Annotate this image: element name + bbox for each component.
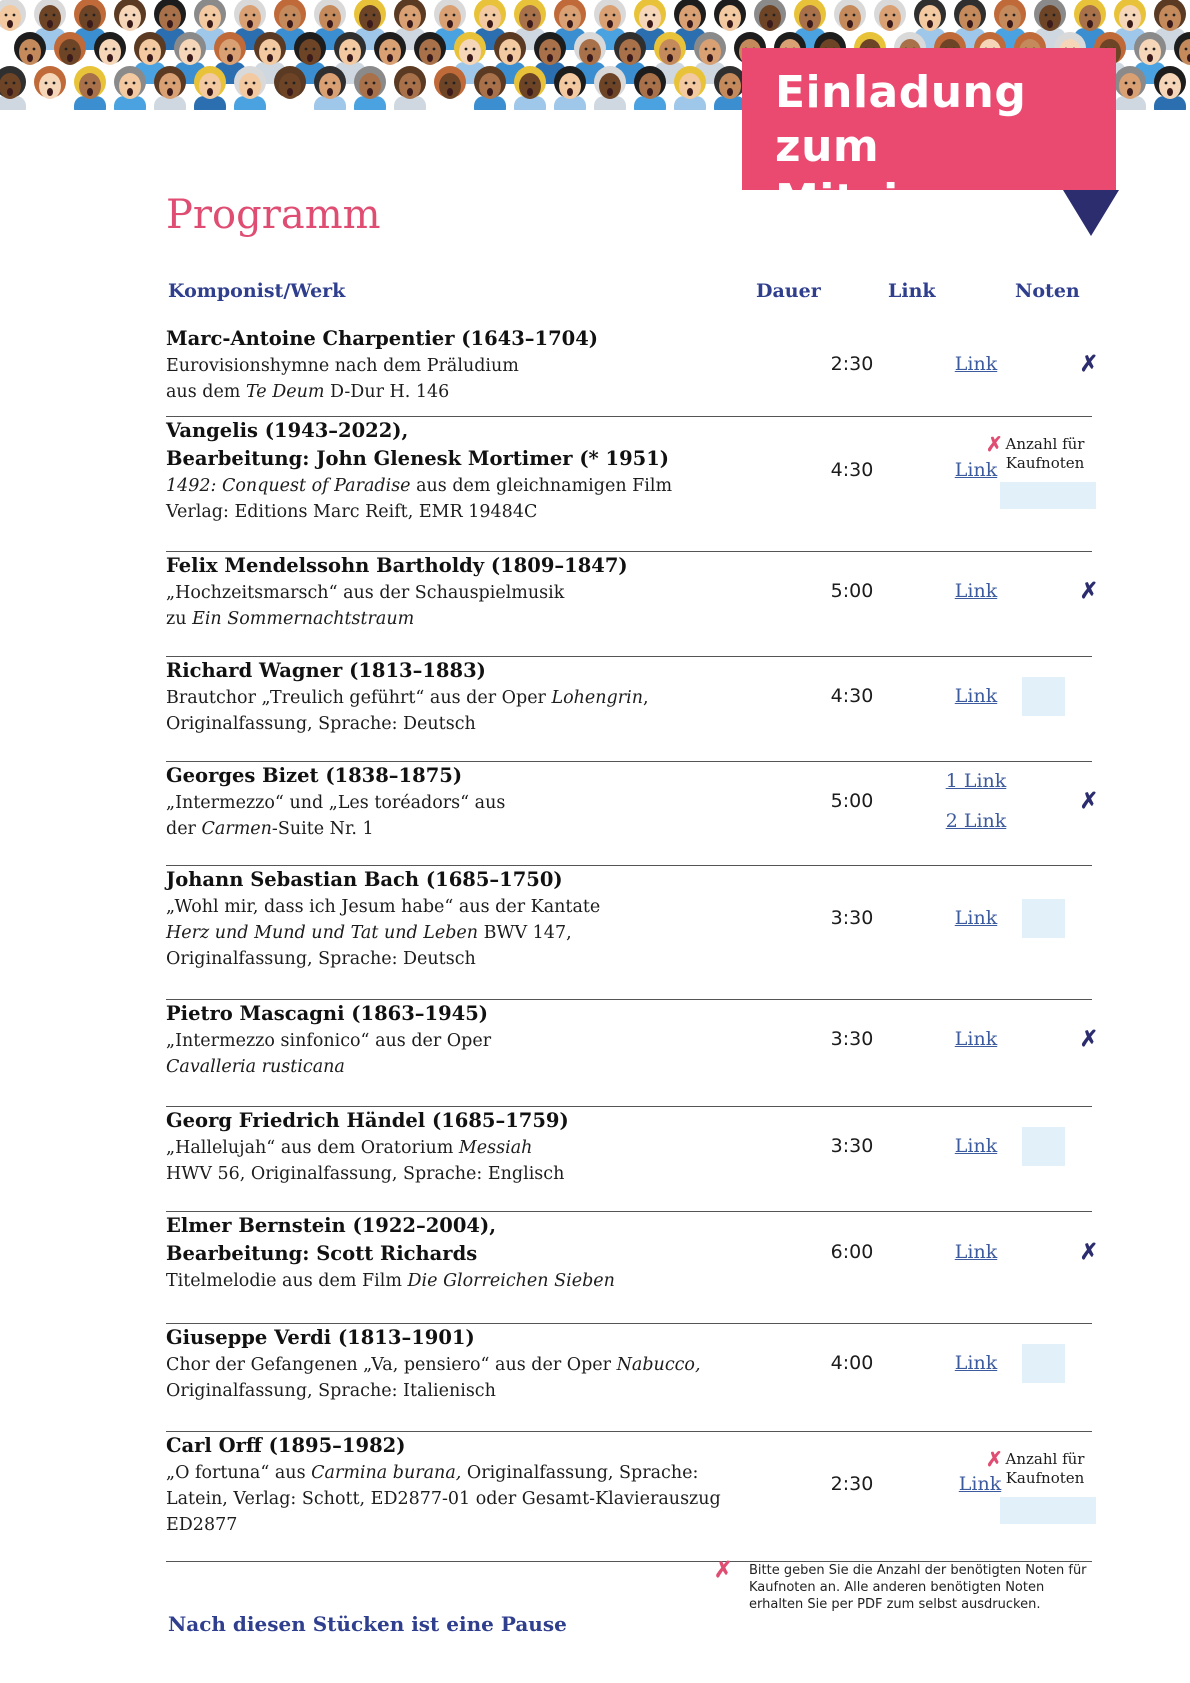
composer-name: Johann Sebastian Bach (1685–1750) — [166, 868, 563, 891]
badge-line-2: zum Mitsingen — [775, 121, 1025, 226]
composer-name: Giuseppe Verdi (1813–1901) — [166, 1326, 475, 1349]
table-row — [166, 1000, 1099, 1107]
table-row — [166, 325, 1099, 417]
work-description: Originalfassung, Sprache: Italienisch — [166, 1381, 496, 1401]
work-description: Eurovisionshymne nach dem Präludium — [166, 356, 519, 376]
work-description: „Wohl mir, dass ich Jesum habe“ aus der Kantate — [166, 897, 601, 917]
work-description: ED2877 — [166, 1515, 238, 1535]
table-row — [166, 1212, 1099, 1324]
composer-name: Carl Orff (1895–1982) — [166, 1434, 406, 1457]
duration-value: 3:30 — [830, 907, 874, 929]
invitation-badge — [742, 48, 1116, 226]
audio-link[interactable]: Link — [954, 580, 998, 602]
work-description: „Intermezzo“ und „Les toréadors“ aus — [166, 793, 506, 813]
notes-checkbox[interactable] — [1022, 899, 1065, 938]
duration-value: 4:00 — [830, 1352, 874, 1374]
composer-name: Georges Bizet (1838–1875) — [166, 764, 463, 787]
duration-value: 5:00 — [830, 580, 874, 602]
work-description: Originalfassung, Sprache: Deutsch — [166, 949, 476, 969]
notes-checkbox[interactable] — [1022, 1344, 1065, 1383]
pause-note: Nach diesen Stücken ist eine Pause — [168, 1612, 567, 1636]
audio-link[interactable]: Link — [954, 353, 998, 375]
work-description: Verlag: Editions Marc Reift, EMR 19484C — [166, 502, 538, 522]
work-description: der Carmen-Suite Nr. 1 — [166, 819, 374, 839]
work-description: aus dem Te Deum D-Dur H. 146 — [166, 382, 450, 402]
work-description: Latein, Verlag: Schott, ED2877-01 oder Gesamt-Klavierauszug — [166, 1489, 721, 1509]
pdf-notes-cross-icon: ✗ — [1079, 788, 1099, 814]
composer-name: Pietro Mascagni (1863–1945) — [166, 1002, 489, 1025]
composer-name: Richard Wagner (1813–1883) — [166, 659, 486, 682]
table-row — [166, 657, 1092, 762]
pdf-notes-cross-icon: ✗ — [1079, 1026, 1099, 1052]
audio-link[interactable]: Link — [954, 1135, 998, 1157]
composer-name: Felix Mendelssohn Bartholdy (1809–1847) — [166, 554, 628, 577]
composer-name: Elmer Bernstein (1922–2004), Bearbeitung: Scott Richards — [166, 1214, 497, 1265]
audio-link[interactable]: Link — [954, 1352, 998, 1374]
audio-link[interactable]: Link — [954, 907, 998, 929]
table-row — [166, 1107, 1092, 1212]
work-description: Cavalleria rusticana — [166, 1057, 345, 1077]
work-description: „Intermezzo sinfonico“ aus der Oper — [166, 1031, 492, 1051]
table-row — [166, 1432, 1092, 1562]
work-description: Chor der Gefangenen „Va, pensiero“ aus der Oper Nabucco, — [166, 1355, 701, 1375]
work-description: Titelmelodie aus dem Film Die Glorreichen Sieben — [166, 1271, 615, 1291]
kaufnoten-star-icon: ✗ — [986, 432, 1003, 456]
work-description: Originalfassung, Sprache: Deutsch — [166, 714, 476, 734]
audio-link[interactable]: Link — [954, 459, 998, 481]
table-row — [166, 417, 1092, 552]
kaufnoten-label: Anzahl für Kaufnoten — [1005, 1450, 1085, 1487]
composer-name: Marc-Antoine Charpentier (1643–1704) — [166, 327, 599, 350]
audio-link[interactable]: Link — [954, 1241, 998, 1263]
work-description: HWV 56, Originalfassung, Sprache: Englisch — [166, 1164, 565, 1184]
page-title: Programm — [166, 192, 381, 238]
audio-link-1[interactable]: 1 Link — [945, 770, 1007, 792]
work-description: 1492: Conquest of Paradise aus dem gleichnamigen Film — [166, 476, 673, 496]
duration-value: 4:30 — [830, 459, 874, 481]
table-row — [166, 866, 1092, 1000]
pdf-notes-cross-icon: ✗ — [1079, 578, 1099, 604]
audio-link[interactable]: Link — [958, 1473, 1002, 1495]
duration-value: 2:30 — [830, 353, 874, 375]
duration-value: 2:30 — [830, 1473, 874, 1495]
column-header-work: Komponist/Werk — [168, 280, 346, 302]
kaufnoten-field-group — [982, 432, 1096, 509]
table-row — [166, 1324, 1092, 1432]
column-header-link: Link — [888, 280, 936, 302]
badge-line-1: Einladung — [775, 67, 1027, 118]
footnote-star-icon: ✗ — [714, 1557, 733, 1583]
duration-value: 6:00 — [830, 1241, 874, 1263]
duration-value: 3:30 — [830, 1028, 874, 1050]
audio-link[interactable]: Link — [954, 685, 998, 707]
kaufnoten-star-icon: ✗ — [986, 1447, 1003, 1471]
kaufnoten-quantity-input[interactable] — [1000, 1497, 1096, 1524]
column-header-duration: Dauer — [756, 280, 821, 302]
work-description: „O fortuna“ aus Carmina burana, Originalfassung, Sprache: — [166, 1463, 699, 1483]
notes-checkbox[interactable] — [1022, 677, 1065, 716]
work-description: „Hochzeitsmarsch“ aus der Schauspielmusik — [166, 583, 565, 603]
notes-checkbox[interactable] — [1022, 1127, 1065, 1166]
duration-value: 5:00 — [830, 790, 874, 812]
audio-link-2[interactable]: 2 Link — [945, 810, 1007, 832]
work-description: „Hallelujah“ aus dem Oratorium Messiah — [166, 1138, 533, 1158]
work-description: Brautchor „Treulich geführt“ aus der Oper Lohengrin, — [166, 688, 649, 708]
column-header-notes: Noten — [1015, 280, 1080, 302]
duration-value: 3:30 — [830, 1135, 874, 1157]
table-row — [166, 552, 1099, 657]
composer-name: Georg Friedrich Händel (1685–1759) — [166, 1109, 569, 1132]
kaufnoten-label: Anzahl für Kaufnoten — [1005, 435, 1085, 472]
composer-name: Vangelis (1943–2022), Bearbeitung: John Glenesk Mortimer (* 1951) — [166, 419, 670, 470]
badge-triangle — [1063, 190, 1119, 236]
pdf-notes-cross-icon: ✗ — [1079, 351, 1099, 377]
kaufnoten-quantity-input[interactable] — [1000, 482, 1096, 509]
work-description: zu Ein Sommernachtstraum — [166, 609, 415, 629]
table-row — [166, 762, 1099, 866]
work-description: Herz und Mund und Tat und Leben BWV 147, — [166, 923, 572, 943]
kaufnoten-field-group — [982, 1447, 1096, 1524]
pdf-notes-cross-icon: ✗ — [1079, 1239, 1099, 1265]
footnote: Bitte geben Sie die Anzahl der benötigten Noten für Kaufnoten an. Alle anderen benötigten Noten erhalten Sie per PDF zum selbst ausdrucken. — [749, 1563, 1087, 1612]
duration-value: 4:30 — [830, 685, 874, 707]
audio-link[interactable]: Link — [954, 1028, 998, 1050]
